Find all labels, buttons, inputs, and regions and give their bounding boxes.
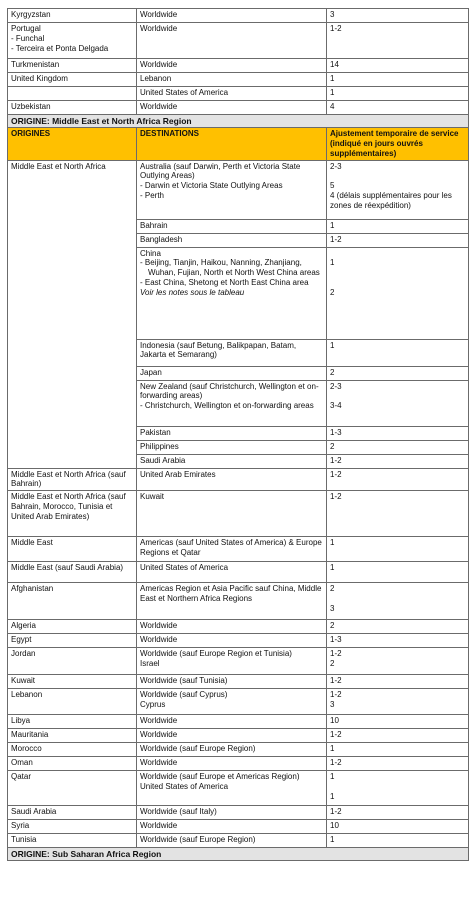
destination-line: Worldwide (sauf Europe Region) [140,835,256,845]
destination-line: Worldwide [140,635,178,645]
destination-line: Worldwide [140,60,178,69]
destination-cell [137,743,327,757]
adjustment-line: 14 [330,60,339,69]
origin-line: Mauritania [11,730,49,740]
adjustment-line: 1-3 [330,427,342,437]
destination-cell [137,219,327,233]
adjustment-line: 3 [330,603,335,613]
table-row [8,73,469,87]
origin-line: Libya [11,716,31,726]
destination-cell [137,583,327,620]
destination-line: Americas Region et Asia Pacific sauf China, Middle East et Northern Africa Regions [140,584,324,603]
destination-line: - Christchurch, Wellington et on-forwarding areas [140,401,314,411]
section-row-mena [8,115,469,128]
adjustment-cell [327,806,469,820]
table-row [8,620,469,634]
origin-cell [8,757,137,771]
destination-line: Worldwide [140,24,178,33]
adjustment-cell [327,771,469,806]
adjustment-cell [327,675,469,689]
adjustment-cell [327,454,469,468]
adjustment-cell [327,366,469,380]
adjustment-line: 1-2 [330,758,342,768]
origin-cell [8,23,137,59]
destination-line: Pakistan [140,427,171,437]
adjustment-cell [327,620,469,634]
header-destinations: DESTINATIONS [137,128,327,160]
destination-line: Voir les notes sous le tableau [140,287,245,297]
destination-cell [137,440,327,454]
adjustment-line: 1-3 [330,635,342,645]
origin-line: Algeria [11,621,36,631]
origin-line: Kuwait [11,676,36,686]
adjustment-line: 1-2 [330,807,342,817]
adjustment-line: 1-2 [330,234,342,244]
adjustment-line: 1-2 [330,492,342,502]
adjustment-cell [327,23,469,59]
origin-line: Middle East et North Africa [11,161,106,171]
adjustment-cell [327,380,469,426]
origin-line: Turkmenistan [11,60,60,69]
destination-line: Worldwide (sauf Tunisia) [140,676,228,686]
adjustment-line: 4 [330,102,335,111]
section-prefix: ORIGINE: [11,116,53,126]
adjustment-line: 1 [330,220,335,230]
destination-line: Indonesia (sauf Betung, Balikpapan, Batam, Jakarta et Semarang) [140,340,299,360]
destination-cell [137,468,327,491]
destination-cell [137,426,327,440]
origin-line: United Kingdom [11,74,68,83]
adjustment-line: 2 [330,658,335,668]
adjustment-line: 4 (délais supplémentaires pour les zones de réexpédition) [330,190,455,210]
table-row [8,757,469,771]
origin-cell [8,491,137,537]
adjustment-cell [327,834,469,848]
origin-line: Afghanistan [11,584,54,594]
origin-line: Egypt [11,635,32,645]
table-row [8,806,469,820]
origin-cell [8,562,137,583]
adjustment-line [330,171,465,181]
table-row [8,675,469,689]
origin-line: Middle East (sauf Saudi Arabia) [11,563,124,573]
adjustment-cell [327,562,469,583]
origin-line [11,88,133,98]
table-row [8,715,469,729]
section-name: Middle East et North Africa Region [52,116,192,126]
origin-line: Syria [11,821,30,831]
adjustment-cell [327,426,469,440]
adjustment-line: 1-2 [330,690,342,700]
adjustment-line: 1 [330,258,335,268]
adjustment-line: 2-3 [330,381,342,391]
table-row [8,729,469,743]
destination-cell [137,689,327,715]
destination-cell [137,9,327,23]
section-name: Sub Saharan Africa Region [52,849,162,860]
adjustment-line: 1 [330,563,335,573]
adjustment-cell [327,101,469,115]
destination-cell [137,101,327,115]
origin-cell [8,729,137,743]
origin-line: Morocco [11,744,42,754]
origin-line: Jordan [11,649,36,659]
destination-line: Worldwide (sauf Europe Region et Tunisia) [140,649,292,659]
origin-cell [8,743,137,757]
destination-line: United States of America [140,563,229,573]
adjustment-cell [327,339,469,366]
destination-line: - East China, Shetong et North East China area [140,277,309,287]
country-rows [8,468,469,848]
origin-cell [8,806,137,820]
adjustment-cell [327,9,469,23]
destination-line: China [140,248,161,258]
origin-cell [8,834,137,848]
adjustment-line [330,278,465,288]
origin-cell [8,59,137,73]
adjustment-line: 10 [330,821,339,831]
adjustment-cell [327,73,469,87]
origin-cell [8,771,137,806]
origin-cell [8,87,137,101]
origin-line: Lebanon [11,690,43,700]
destination-cell [137,675,327,689]
origin-cell [8,160,137,468]
table-row [8,634,469,648]
destination-cell [137,366,327,380]
adjustment-line: 1-2 [330,649,342,659]
adjustment-line: 1-2 [330,730,342,740]
table-row [8,689,469,715]
service-adjustment-table [7,8,469,861]
destination-cell [137,380,327,426]
table-row [8,87,469,101]
destination-line: Israel [140,658,160,668]
destination-cell [137,648,327,675]
destination-cell [137,233,327,247]
destination-cell [137,491,327,537]
destination-cell [137,23,327,59]
origin-cell [8,73,137,87]
table-row [8,491,469,537]
destination-line: - Perth [140,190,165,200]
adjustment-line: 1 [330,88,335,97]
origin-cell [8,101,137,115]
table-row [8,537,469,562]
adjustment-line: 1 [330,772,335,782]
adjustment-cell [327,757,469,771]
adjustment-cell [327,583,469,620]
origin-cell [8,583,137,620]
destination-cell [137,339,327,366]
origin-line: Oman [11,758,33,768]
adjustment-cell [327,743,469,757]
destination-line: United Arab Emirates [140,469,216,479]
adjustment-line [330,391,465,401]
origin-line: Middle East et North Africa (sauf Bahrain) [11,469,128,489]
adjustment-line: 1 [330,744,335,754]
table-row [8,648,469,675]
destination-line: United States of America [140,88,229,97]
table-row [8,820,469,834]
destination-line: Saudi Arabia [140,455,186,465]
adjustment-cell [327,729,469,743]
destination-cell [137,454,327,468]
adjustment-cell [327,820,469,834]
destination-line: Bahrain [140,220,168,230]
table-row [8,160,469,219]
origin-line: Middle East [11,538,53,548]
adjustment-line: 2-3 [330,161,342,171]
adjustment-cell [327,219,469,233]
header-origins: ORIGINES [8,128,137,160]
adjustment-cell [327,233,469,247]
destination-line: Philippines [140,441,179,451]
destination-line: Worldwide (sauf Europe et Americas Region) [140,772,300,782]
adjustment-cell [327,634,469,648]
adjustment-line: 3-4 [330,401,342,411]
destination-line: Bangladesh [140,234,183,244]
origin-line: Portugal [11,24,41,33]
table-row [8,562,469,583]
destination-line: United States of America [140,781,229,791]
adjustment-cell [327,537,469,562]
adjustment-line [330,782,465,792]
adjustment-line: 1 [330,835,335,845]
origin-cell [8,620,137,634]
adjustment-line: 1 [330,340,335,350]
section-row-ssa [8,848,469,861]
adjustment-line: 1-2 [330,455,342,465]
adjustment-cell [327,468,469,491]
table-row [8,583,469,620]
adjustment-line: 1-2 [330,469,342,479]
origin-cell [8,675,137,689]
adjustment-cell [327,491,469,537]
adjustment-line: 1 [330,538,335,548]
adjustment-cell [327,648,469,675]
adjustment-cell [327,59,469,73]
destination-cell [137,729,327,743]
origin-cell [8,820,137,834]
destination-line: Kuwait [140,492,165,502]
origin-cell [8,648,137,675]
table-row [8,743,469,757]
destination-cell [137,634,327,648]
adjustment-line: 2 [330,621,335,631]
destination-cell [137,537,327,562]
adjustment-cell [327,247,469,339]
destination-line: Japan [140,367,162,377]
destination-line: Cyprus [140,699,166,709]
adjustment-line: 3 [330,10,335,19]
adjustment-line: 1 [330,791,335,801]
destination-line: Worldwide (sauf Italy) [140,807,217,817]
origin-cell [8,634,137,648]
section-title-mena [8,115,469,128]
table-row [8,771,469,806]
adjustment-line: 3 [330,699,335,709]
destination-cell [137,834,327,848]
adjustment-cell [327,440,469,454]
origin-line: Saudi Arabia [11,807,57,817]
origin-cell [8,715,137,729]
destination-line: Worldwide [140,758,178,768]
section-prefix: ORIGINE: [11,849,53,860]
adjustment-line [330,249,465,259]
origin-cell [8,468,137,491]
table-row [8,834,469,848]
section-title-ssa [8,848,469,861]
table-row [8,59,469,73]
table-row [8,101,469,115]
adjustment-line: 2 [330,584,335,594]
origin-cell [8,9,137,23]
top-rows [8,9,469,115]
destination-cell [137,247,327,339]
destination-line: Americas (sauf United States of America) & Europe Regions et Qatar [140,538,325,557]
adjustment-line: 2 [330,367,335,377]
origin-line: Middle East et North Africa (sauf Bahrain, Morocco, Tunisia et United Arab Emirates) [11,492,128,521]
table-row [8,9,469,23]
destination-cell [137,160,327,219]
destination-line: Worldwide (sauf Europe Region) [140,744,256,754]
origin-line: - Funchal [11,33,45,43]
adjustment-line: 1-2 [330,676,342,686]
destination-line: Worldwide [140,716,178,726]
destination-line: Lebanon [140,74,172,83]
destination-cell [137,73,327,87]
destination-line: - Beijing, Tianjin, Haikou, Nanning, Zhanjiang, Wuhan, Fujian, North et North West China areas [140,258,320,278]
origin-line: Uzbekistan [11,102,51,111]
destination-line: Worldwide (sauf Cyprus) [140,690,228,700]
adjustment-line [330,594,465,604]
destination-line: Worldwide [140,102,178,111]
adjustment-cell [327,160,469,219]
destination-cell [137,771,327,806]
destination-line: Worldwide [140,730,178,740]
origin-cell [8,689,137,715]
destination-line: - Darwin et Victoria State Outlying Areas [140,181,283,191]
destination-cell [137,757,327,771]
adjustment-line: 1 [330,74,335,83]
adjustment-cell [327,689,469,715]
destination-cell [137,715,327,729]
adjustment-cell [327,87,469,101]
destination-cell [137,562,327,583]
adjustment-line: 2 [330,287,335,297]
adjustment-line: 10 [330,716,339,726]
destination-cell [137,820,327,834]
table-row [8,23,469,59]
destination-line: Worldwide [140,621,178,631]
destination-line: New Zealand (sauf Christchurch, Wellington et on-forwarding areas) [140,381,319,401]
origin-cell [8,537,137,562]
destination-cell [137,620,327,634]
destination-cell [137,87,327,101]
origin-line: Tunisia [11,835,37,845]
adjustment-line [330,268,465,278]
destination-line: Worldwide [140,821,178,831]
origin-line: - Terceira et Ponta Delgada [11,43,109,53]
origin-line: Qatar [11,772,32,782]
destination-line: Australia (sauf Darwin, Perth et Victoria State Outlying Areas) [140,161,303,181]
destination-cell [137,806,327,820]
adjustment-line: 1-2 [330,24,342,33]
mena-rows [8,160,469,468]
destination-cell [137,59,327,73]
origin-line: Kyrgyzstan [11,10,51,19]
adjustment-line: 2 [330,441,335,451]
adjustment-cell [327,715,469,729]
adjustment-line: 5 [330,181,335,191]
destination-line: Worldwide [140,10,178,19]
header-row [8,128,469,160]
header-adjustment: Ajustement temporaire de service (indiqué en jours ouvrés supplémentaires) [327,128,469,160]
table-row [8,468,469,491]
